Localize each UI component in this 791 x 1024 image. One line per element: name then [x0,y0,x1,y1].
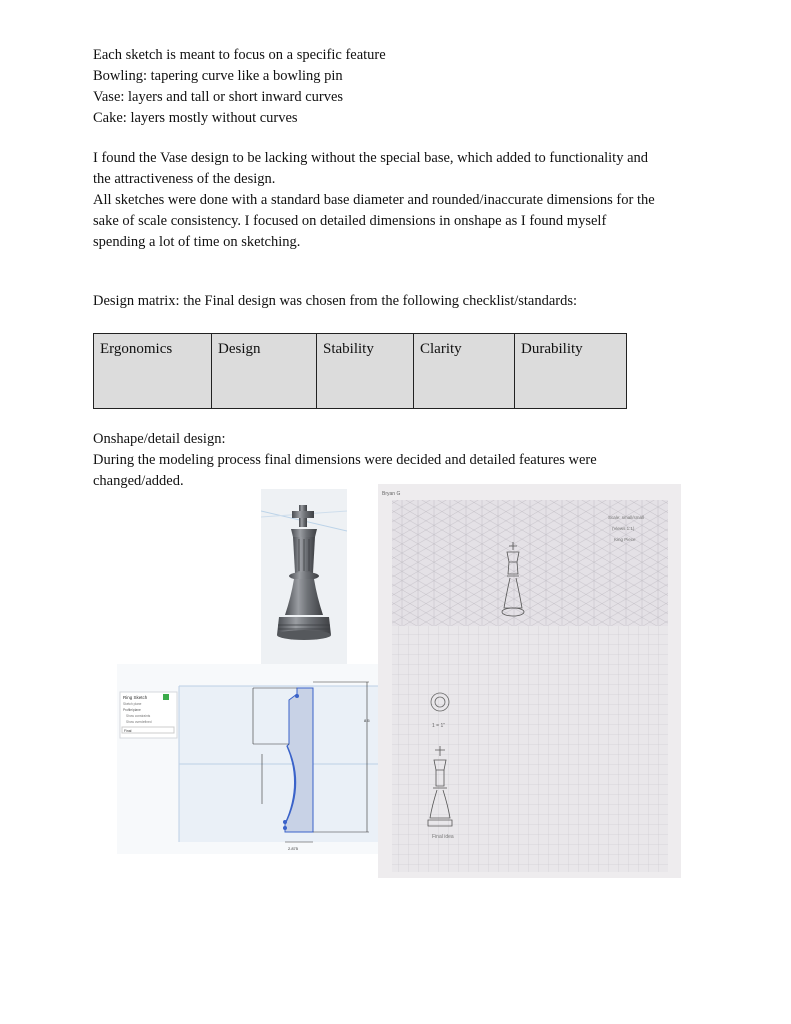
intro-line: Cake: layers mostly without curves [93,110,298,126]
intro-line: Each sketch is meant to focus on a specific feature [93,47,386,63]
sketch-note-line: sake of scale consistency. I focused on detailed dimensions in onshape as I found myself [93,213,607,229]
handwritten-note: King Piece [614,537,636,542]
cad-sketch-screenshot [117,664,379,854]
cad-panel-field: Show constraints [126,714,151,718]
matrix-intro: Design matrix: the Final design was chosen from the following checklist/standards: [93,293,578,309]
sketch-photo [378,484,681,878]
handwritten-note: (Views 1:1) [612,526,635,531]
intro-line: Vase: layers and tall or short inward curves [93,89,344,105]
cad-panel-title: Ring Sketch [123,695,148,700]
sketch-corner-note: Bryan G [382,491,401,497]
table-row [94,334,627,409]
intro-line: Bowling: tapering curve like a bowling pin [93,68,343,84]
matrix-cell-ergonomics: Ergonomics [94,334,212,409]
onshape-body-line: During the modeling process final dimensions were decided and detailed features were [93,452,597,468]
confirm-check-icon [163,694,169,700]
sketch-note-line: spending a lot of time on sketching. [93,234,301,250]
dimension-note: 1 = 1" [432,723,446,729]
matrix-cell-design: Design [212,334,317,409]
cad-render-image [261,489,347,664]
cad-panel-field: Sketch plane [123,702,142,706]
sketch-note-line: All sketches were done with a standard base diameter and rounded/inaccurate dimensions for the [93,192,655,208]
onshape-body-line: changed/added. [93,473,184,489]
handwritten-note: Scale: small/small [608,515,645,520]
cad-dimension-label: 8.5 [364,718,370,723]
onshape-heading: Onshape/detail design: [93,431,226,447]
matrix-cell-durability: Durability [515,334,627,409]
matrix-cell-stability: Stability [317,334,414,409]
design-matrix-table [93,333,627,409]
matrix-cell-clarity: Clarity [414,334,515,409]
cad-panel-field: Show overdefined [126,720,152,724]
cad-panel-field: Final [124,729,132,733]
sketch-caption: Final idea [432,834,454,840]
vase-note-line: the attractiveness of the design. [93,171,276,187]
vase-note-line: I found the Vase design to be lacking without the special base, which added to functionality and [93,150,649,166]
cad-dimension-label: 2.875 [288,846,299,851]
cad-panel-field: Profile/plane [123,708,141,712]
